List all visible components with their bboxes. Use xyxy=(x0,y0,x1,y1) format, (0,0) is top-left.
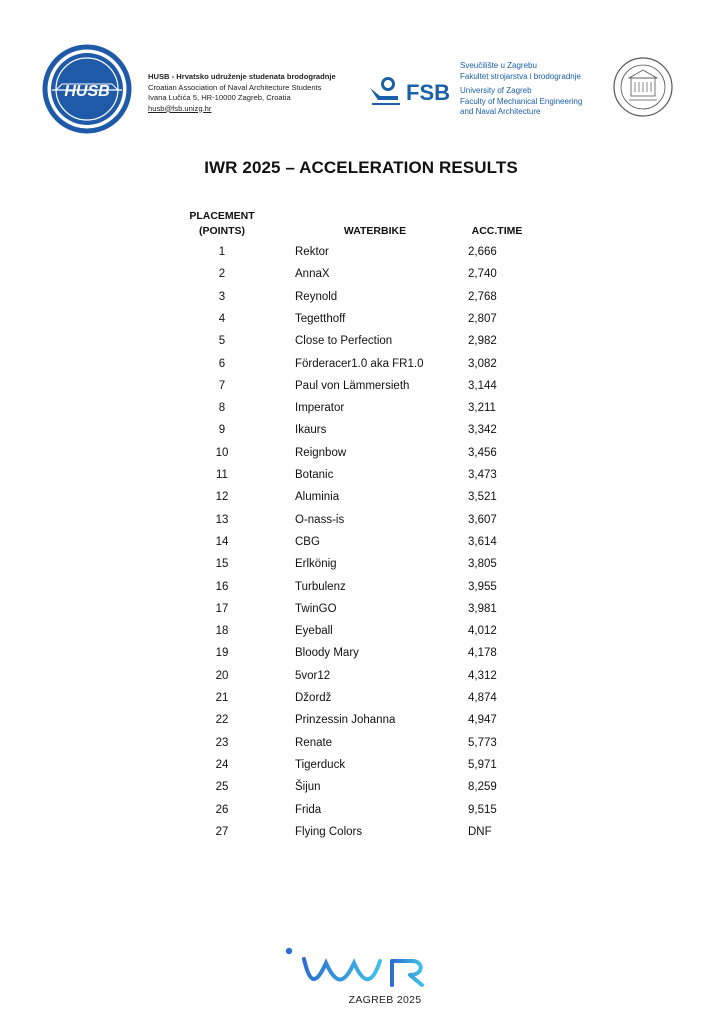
acc-time-cell: 8,259 xyxy=(468,781,497,794)
table-row xyxy=(0,625,722,647)
acc-time-cell: 3,981 xyxy=(468,602,497,615)
waterbike-cell: Tigerduck xyxy=(295,758,346,771)
acc-time-cell: 5,773 xyxy=(468,736,497,749)
acc-time-cell: 2,740 xyxy=(468,268,497,281)
table-row xyxy=(0,558,722,580)
waterbike-cell: Tegetthoff xyxy=(295,312,346,325)
acc-time-cell: 3,805 xyxy=(468,558,497,571)
table-row xyxy=(0,447,722,469)
placement-cell: 18 xyxy=(215,625,229,638)
acc-time-cell: 4,312 xyxy=(468,669,497,682)
acc-time-cell: 3,082 xyxy=(468,357,497,370)
table-row xyxy=(0,737,722,759)
fsb-uni-hr: Sveučilište u Zagrebu xyxy=(460,61,537,70)
waterbike-cell: TwinGO xyxy=(295,602,337,615)
table-row xyxy=(0,581,722,603)
waterbike-cell: Botanic xyxy=(295,469,334,481)
fsb-faculty-en-2: and Naval Architecture xyxy=(460,107,541,116)
waterbike-cell: Bloody Mary xyxy=(295,647,359,660)
waterbike-cell: Frida xyxy=(295,803,322,816)
waterbike-cell: Imperator xyxy=(295,402,345,415)
table-row xyxy=(0,670,722,692)
table-row xyxy=(0,514,722,536)
waterbike-cell: Paul von Lämmersieth xyxy=(295,379,410,392)
table-row xyxy=(0,469,722,491)
iwr-logo xyxy=(282,945,442,1007)
placement-cell: 24 xyxy=(215,758,229,771)
table-row xyxy=(0,647,722,669)
acc-time-cell: 4,178 xyxy=(468,647,497,660)
table-row xyxy=(0,380,722,402)
husb-name-en: Croatian Association of Naval Architecture Students xyxy=(148,82,322,92)
table-row xyxy=(0,804,722,826)
fsb-faculty-hr: Fakultet strojarstva i brodogradnje xyxy=(460,71,581,81)
waterbike-cell: Erlkönig xyxy=(295,558,337,571)
table-row xyxy=(0,826,722,848)
iwr-city-year: ZAGREB 2025 xyxy=(348,994,422,1006)
waterbike-cell: Close to Perfection xyxy=(295,335,393,348)
acc-time-cell: 3,521 xyxy=(468,491,497,504)
table-row xyxy=(0,291,722,313)
waterbike-cell: Reynold xyxy=(295,290,338,303)
placement-cell: 15 xyxy=(215,558,229,571)
table-row xyxy=(0,491,722,513)
acc-time-cell: 3,211 xyxy=(468,402,496,415)
waterbike-cell: Džordž xyxy=(295,692,332,704)
husb-logo-text: HUSB xyxy=(64,83,110,100)
waterbike-cell: Eyeball xyxy=(295,625,333,638)
table-row xyxy=(0,246,722,268)
acc-time-cell: DNF xyxy=(468,825,492,838)
waterbike-cell: Ikaurs xyxy=(295,424,327,437)
placement-cell: 17 xyxy=(215,602,229,615)
university-seal-icon xyxy=(612,56,674,118)
acc-time-cell: 9,515 xyxy=(468,803,497,816)
placement-cell: 13 xyxy=(215,513,229,526)
acc-time-cell: 4,012 xyxy=(468,625,497,638)
placement-cell: 2 xyxy=(218,268,226,281)
waterbike-cell: Prinzessin Johanna xyxy=(295,714,396,727)
placement-cell: 10 xyxy=(215,446,229,459)
table-row xyxy=(0,402,722,424)
table-row xyxy=(0,692,722,714)
acc-time-cell: 2,982 xyxy=(468,335,497,348)
page-title: IWR 2025 – ACCELERATION RESULTS xyxy=(204,158,518,177)
waterbike-cell: CBG xyxy=(295,535,320,548)
acc-time-cell: 3,144 xyxy=(468,379,497,392)
placement-cell: 27 xyxy=(215,825,229,838)
placement-cell: 12 xyxy=(215,491,229,504)
waterbike-cell: AnnaX xyxy=(295,268,330,281)
fsb-name-block xyxy=(460,61,582,118)
placement-cell: 21 xyxy=(215,692,229,704)
table-row xyxy=(0,603,722,625)
placement-cell: 4 xyxy=(218,312,226,325)
table-row xyxy=(0,536,722,558)
placement-cell: 11 xyxy=(216,469,228,481)
acc-time-cell: 2,807 xyxy=(468,312,497,325)
acc-time-cell: 3,473 xyxy=(468,469,497,481)
acc-time-cell: 3,607 xyxy=(468,513,497,526)
placement-cell: 1 xyxy=(218,246,226,258)
husb-logo xyxy=(42,44,132,134)
acc-time-cell: 5,971 xyxy=(468,758,497,771)
waterbike-cell: O-nass-is xyxy=(295,513,345,526)
placement-cell: 6 xyxy=(218,357,226,370)
placement-cell: 5 xyxy=(218,335,226,348)
acc-time-cell: 2,666 xyxy=(468,246,497,258)
placement-cell: 8 xyxy=(218,402,226,415)
table-row xyxy=(0,358,722,380)
table-row xyxy=(0,759,722,781)
fsb-logo xyxy=(368,72,454,106)
placement-cell: 16 xyxy=(215,580,229,593)
placement-cell: 25 xyxy=(215,781,229,794)
placement-cell: 7 xyxy=(218,379,226,392)
acc-time-cell: 2,768 xyxy=(468,290,497,303)
acc-time-cell: 3,342 xyxy=(468,424,497,437)
placement-cell: 3 xyxy=(218,290,226,303)
table-row xyxy=(0,714,722,736)
placement-cell: 14 xyxy=(215,535,229,548)
waterbike-cell: Šijun xyxy=(295,781,321,794)
fsb-faculty-en-1: Faculty of Mechanical Engineering xyxy=(460,96,583,106)
acc-time-cell: 3,456 xyxy=(468,446,497,459)
waterbike-cell: Renate xyxy=(295,736,333,749)
waterbike-cell: Rektor xyxy=(295,246,329,258)
husb-email-link[interactable]: husb@fsb.unizg.hr xyxy=(148,103,212,113)
placement-cell: 20 xyxy=(215,669,229,682)
column-header-waterbike: WATERBIKE xyxy=(343,225,407,237)
table-row xyxy=(0,313,722,335)
table-row xyxy=(0,781,722,803)
placement-cell: 9 xyxy=(218,424,226,437)
table-row xyxy=(0,335,722,357)
table-row xyxy=(0,268,722,290)
table-row xyxy=(0,424,722,446)
waterbike-cell: Turbulenz xyxy=(295,580,346,593)
husb-address: Ivana Lučića 5, HR-10000 Zagreb, Croatia xyxy=(148,93,291,102)
fsb-logo-text: FSB xyxy=(406,80,450,105)
husb-name: HUSB - Hrvatsko udruženje studenata brodogradnje xyxy=(148,72,336,81)
waterbike-cell: Förderacer1.0 aka FR1.0 xyxy=(295,357,424,370)
waterbike-cell: Flying Colors xyxy=(295,825,363,838)
fsb-uni-en: University of Zagreb xyxy=(460,86,532,95)
column-header-acc-time: ACC.TIME xyxy=(471,225,523,237)
placement-cell: 26 xyxy=(215,803,229,816)
waterbike-cell: Reignbow xyxy=(295,446,347,459)
acc-time-cell: 3,955 xyxy=(468,580,497,593)
column-header-placement: PLACEMENT (POINTS) xyxy=(189,210,255,237)
husb-address-block xyxy=(148,72,336,114)
waterbike-cell: 5vor12 xyxy=(295,669,331,682)
placement-cell: 19 xyxy=(215,647,229,660)
acc-time-cell: 4,947 xyxy=(468,714,497,727)
acc-time-cell: 4,874 xyxy=(468,692,497,704)
waterbike-cell: Aluminia xyxy=(295,491,340,504)
placement-cell: 22 xyxy=(215,714,229,727)
acc-time-cell: 3,614 xyxy=(468,535,497,548)
placement-cell: 23 xyxy=(215,736,229,749)
